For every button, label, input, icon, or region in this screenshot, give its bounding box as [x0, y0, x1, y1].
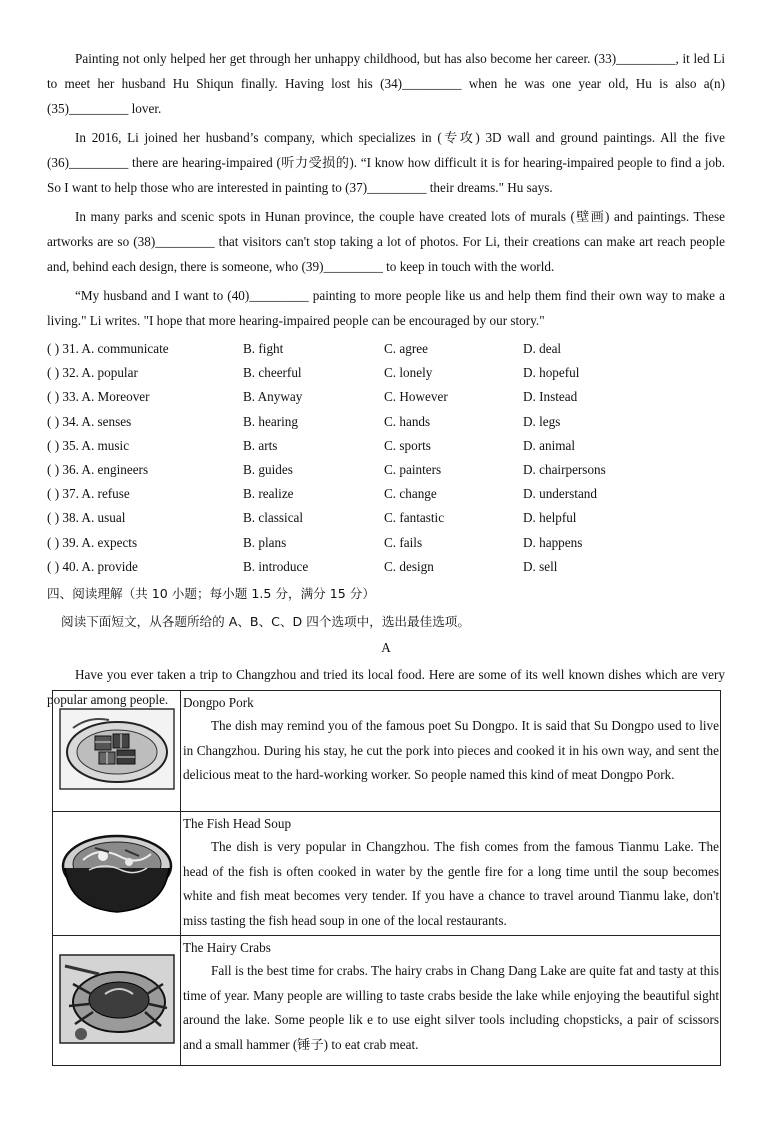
option-a: ( ) 38. A. usual	[47, 510, 126, 526]
dish-description: The dish is very popular in Changzhou. The fish comes from the famous Tianmu Lake. The head of the fish is often cooked in water by the gentle fire for a long time until the soup becomes white and fish meat becomes very tender. If you have a chance to travel around Tianmu lake, don't miss tasting the fish head soup in one of the local restaurants.	[183, 839, 719, 928]
option-row-32	[47, 361, 725, 385]
passage-paragraph: In many parks and scenic spots in Hunan province, the couple have created lots of murals (壁画) and paintings. These artworks are so (38)_________ that visitors can't stop taking a lot of photos. For Li, their creations can make art reach people and, behind each design, there is someone, who (39)_________ to keep in touch with the world.	[47, 209, 725, 274]
passage-paragraph: Painting not only helped her get through her unhappy childhood, but has also become her career. (33)_________, it led Li to meet her husband Hu Shiqun finally. Having lost his (34)_________ when he was one year old, Hu is also a(n) (35)_________ lover.	[47, 51, 725, 116]
option-d: D. happens	[523, 534, 583, 550]
option-b: B. arts	[243, 437, 278, 453]
option-row-39	[47, 531, 725, 555]
option-d: D. animal	[523, 437, 576, 453]
option-d: D. legs	[523, 413, 561, 429]
section-heading: 四、阅读理解（共 10 小题；每小题 1.5 分，满分 15 分）	[47, 585, 375, 601]
option-d: D. Instead	[523, 389, 578, 405]
option-c: C. agree	[384, 341, 428, 356]
option-a: ( ) 32. A. popular	[47, 365, 138, 381]
option-a: ( ) 37. A. refuse	[47, 486, 130, 502]
table-row	[53, 936, 721, 1066]
passage-paragraph: “My husband and I want to (40)_________ painting to more people like us and help them find their own way to make a living." Li writes. "I hope that more hearing-impaired people can be encouraged by our story."	[47, 288, 725, 328]
option-c: C. sports	[384, 437, 431, 453]
option-c: C. lonely	[384, 365, 433, 381]
worksheet-page	[47, 46, 725, 716]
option-row-38	[47, 506, 725, 530]
dish-name: The Fish Head Soup	[183, 816, 292, 831]
option-a: ( ) 35. A. music	[47, 437, 130, 453]
dishes-table	[52, 690, 721, 1066]
option-c: C. design	[384, 558, 434, 574]
passage-intro: Have you ever taken a trip to Changzhou and tried its local food. Here are some of its well known dishes which are very popular among people.	[47, 666, 725, 707]
option-b: B. classical	[243, 510, 304, 526]
option-row-33	[47, 385, 725, 409]
option-c: C. change	[384, 486, 437, 502]
passage-paragraph: In 2016, Li joined her husband’s company, which specializes in (专攻) 3D wall and ground paintings. All the five (36)_________ there are hearing-impaired (听力受损的). “I know how difficult it is for hearing-impaired people to find a job. So I want to help those who are interested in painting to (37)_________ their dreams." Hu says.	[47, 130, 725, 195]
dish-description: The dish may remind you of the famous poet Su Dongpo. It is said that Su Dongpo used to live in Changzhou. During his stay, he cut the pork into pieces and cooked it in his own way, and sent the delicious meat to the hard-working worker. So people named this kind of meat Dongpo Pork.	[183, 718, 719, 782]
option-c: C. fails	[384, 534, 423, 550]
option-b: B. fight	[243, 341, 284, 356]
table-row	[53, 691, 721, 812]
option-d: D. sell	[523, 558, 558, 574]
dish-image-cell	[53, 691, 181, 812]
dish-name: Dongpo Pork	[183, 695, 254, 710]
option-row-34	[47, 410, 725, 434]
dish-text-cell	[181, 691, 721, 812]
table-row	[53, 812, 721, 936]
dongpo-pork-photo	[59, 708, 175, 790]
option-b: B. guides	[243, 461, 293, 477]
option-d: D. helpful	[523, 510, 577, 526]
option-row-35	[47, 434, 725, 458]
option-row-36	[47, 458, 725, 482]
option-c: C. However	[384, 389, 448, 405]
option-row-37	[47, 482, 725, 506]
option-a: ( ) 39. A. expects	[47, 534, 138, 550]
option-a: ( ) 33. A. Moreover	[47, 389, 150, 405]
option-a: ( ) 31. A. communicate	[47, 341, 169, 356]
option-a: ( ) 36. A. engineers	[47, 461, 149, 477]
option-c: C. hands	[384, 413, 431, 429]
option-d: D. deal	[523, 341, 562, 356]
option-a: ( ) 40. A. provide	[47, 558, 138, 574]
option-b: B. Anyway	[243, 389, 303, 405]
option-row-31	[47, 337, 725, 361]
dish-image-cell	[53, 812, 181, 936]
dish-text-cell	[181, 936, 721, 1066]
option-d: D. understand	[523, 486, 597, 502]
option-c: C. painters	[384, 461, 442, 477]
option-b: B. hearing	[243, 413, 298, 429]
section-instruction: 阅读下面短文，从各题所给的 A、B、C、D 四个选项中，选出最佳选项。	[61, 613, 470, 629]
dish-name: The Hairy Crabs	[183, 940, 271, 955]
option-c: C. fantastic	[384, 510, 445, 526]
fish-head-soup-photo	[59, 826, 175, 918]
hairy-crabs-photo	[59, 954, 175, 1044]
dish-text-cell	[181, 812, 721, 936]
option-b: B. cheerful	[243, 365, 302, 381]
option-row-40	[47, 555, 725, 579]
option-d: D. chairpersons	[523, 461, 606, 477]
dish-image-cell	[53, 936, 181, 1066]
passage-label: A	[381, 639, 391, 655]
option-b: B. introduce	[243, 558, 309, 574]
dish-description: Fall is the best time for crabs. The hairy crabs in Chang Dang Lake are quite fat and tasty at this time of year. Many people are willing to taste crabs beside the lake while enjoying the beautiful sight around the lake. Some people lik e to use eight silver tools including chopsticks, a pair of scissors and a small hammer (锤子) to eat crab meat.	[183, 963, 719, 1052]
option-d: D. hopeful	[523, 365, 580, 381]
option-b: B. realize	[243, 486, 294, 502]
option-b: B. plans	[243, 534, 287, 550]
cloze-options	[47, 337, 725, 579]
option-a: ( ) 34. A. senses	[47, 413, 132, 429]
